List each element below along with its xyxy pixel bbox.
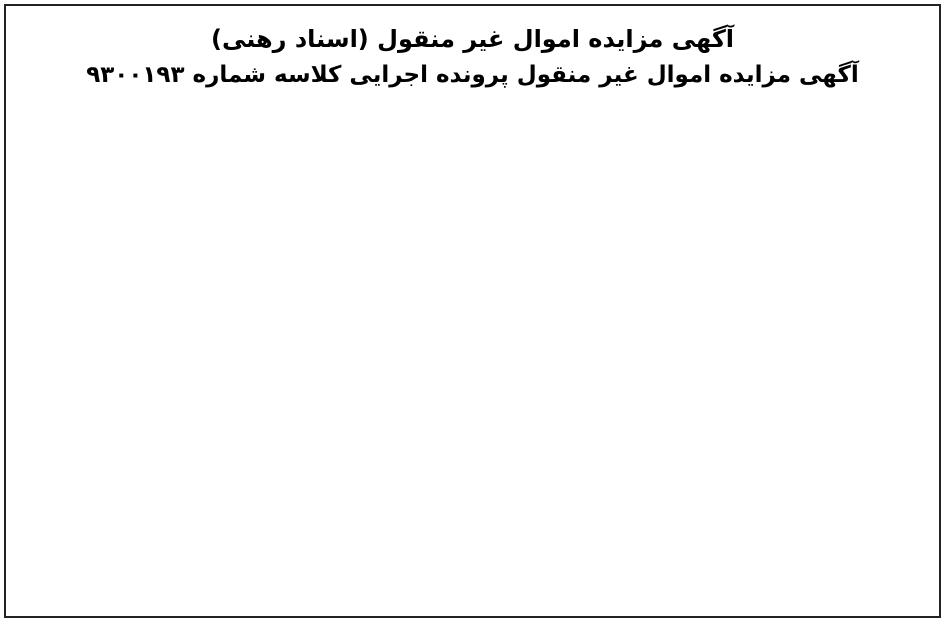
notice-subtitle: آگهی مزایده اموال غیر منقول پرونده اجرایی کلاسه شماره ۹۳۰۰۱۹۳ xyxy=(86,62,859,88)
auction-notice xyxy=(4,4,941,618)
notice-title: آگهی مزایده اموال غیر منقول (اسناد رهنی) xyxy=(210,25,735,53)
